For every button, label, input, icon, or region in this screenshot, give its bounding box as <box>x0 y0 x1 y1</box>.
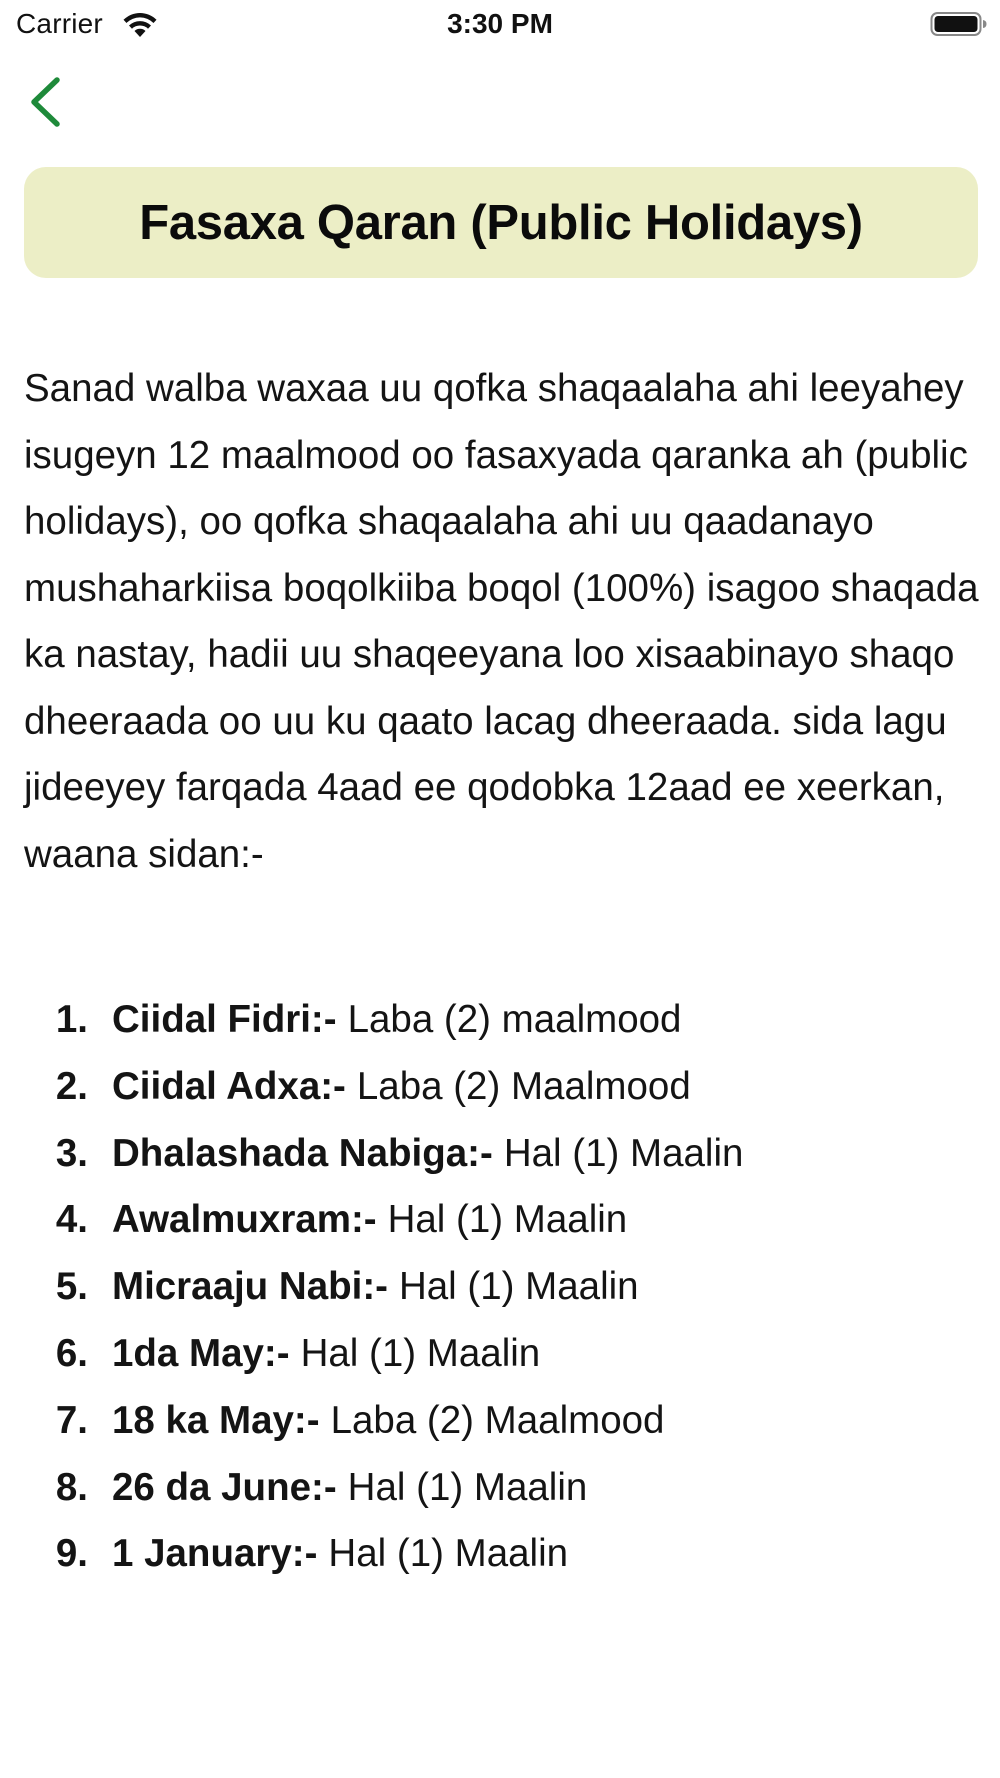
list-number: 9. <box>55 1532 88 1576</box>
intro-paragraph: Sanad walba waxaa uu qofka shaqaalaha ahi leeyahey isugeyn 12 maalmood oo fasaxyada qaranka ah (public holidays), oo qofka shaqaalaha ahi uu qaadanayo mushaharkiisa boqolkiiba boqol (100%) isagoo shaqada ka nastay, hadii uu shaqeeyana loo xisaabinayo shaqo dheeraada oo uu ku qaato lacag dheeraada. sida lagu jideeyey farqada 4aad ee qodobka 12aad ee xeerkan, waana sidan:- <box>24 367 979 876</box>
list-number: 3. <box>55 1131 88 1175</box>
holiday-list <box>24 998 984 1599</box>
list-number: 5. <box>55 1265 88 1309</box>
clock: 3:30 PM <box>447 8 553 39</box>
carrier-label: Carrier <box>16 8 103 39</box>
list-number: 8. <box>55 1465 88 1509</box>
list-number: 4. <box>55 1198 88 1242</box>
status-bar <box>0 0 1000 50</box>
list-item <box>24 1265 984 1332</box>
holiday-duration: Laba (2) Maalmood <box>356 1064 691 1108</box>
holiday-duration: Hal (1) Maalin <box>347 1465 588 1509</box>
holiday-name: 1 January:- <box>112 1532 318 1576</box>
list-item <box>24 1332 984 1399</box>
list-item <box>24 1198 984 1265</box>
list-number: 1. <box>55 998 88 1041</box>
list-number: 2. <box>55 1064 88 1108</box>
list-item <box>24 1466 984 1533</box>
list-item <box>24 998 984 1065</box>
holiday-name: Ciidal Fidri:- <box>112 998 337 1041</box>
holiday-duration: Laba (2) maalmood <box>347 998 682 1041</box>
list-item <box>24 1532 984 1599</box>
page-title-card <box>24 167 978 278</box>
back-button[interactable] <box>22 70 72 134</box>
list-item <box>24 1065 984 1132</box>
list-item <box>24 1132 984 1199</box>
holiday-duration: Hal (1) Maalin <box>503 1131 744 1175</box>
battery-full-icon <box>930 10 988 38</box>
holiday-name: 26 da June:- <box>112 1465 337 1509</box>
holiday-duration: Hal (1) Maalin <box>300 1331 541 1375</box>
holiday-name: Dhalashada Nabiga:- <box>112 1131 493 1175</box>
page-title: Fasaxa Qaran (Public Holidays) <box>139 195 863 250</box>
holiday-name: 1da May:- <box>112 1331 290 1375</box>
holiday-name: 18 ka May:- <box>112 1398 320 1442</box>
holiday-duration: Hal (1) Maalin <box>398 1265 639 1309</box>
holiday-duration: Hal (1) Maalin <box>328 1532 569 1576</box>
holiday-duration: Hal (1) Maalin <box>387 1198 628 1242</box>
holiday-name: Ciidal Adxa:- <box>112 1064 346 1108</box>
holiday-duration: Laba (2) Maalmood <box>330 1398 665 1442</box>
list-number: 7. <box>55 1398 88 1442</box>
holiday-name: Awalmuxram:- <box>112 1198 377 1242</box>
list-item <box>24 1399 984 1466</box>
holiday-name: Micraaju Nabi:- <box>112 1265 388 1309</box>
list-number: 6. <box>55 1331 88 1375</box>
chevron-left-icon <box>22 70 72 134</box>
